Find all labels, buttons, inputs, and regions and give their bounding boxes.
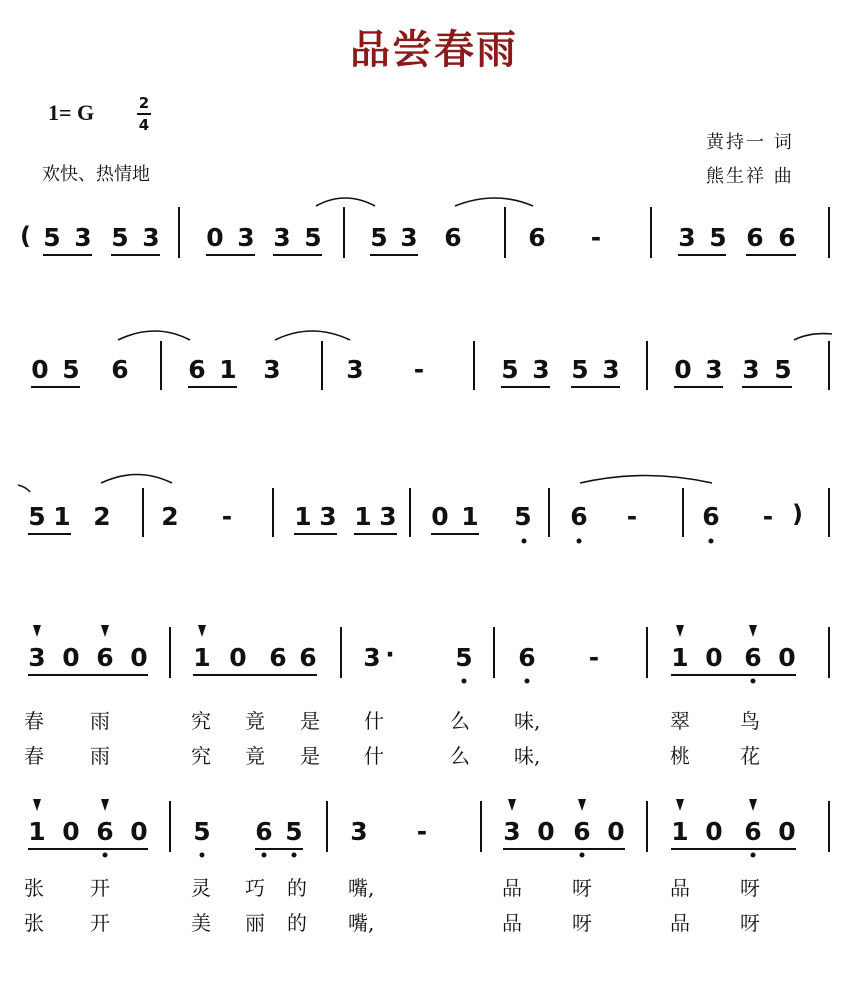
note: 3 xyxy=(28,643,46,672)
note-dash: - xyxy=(221,502,233,531)
dot-augmentation: · xyxy=(385,640,395,669)
lyric: 味, xyxy=(514,744,541,768)
composer-credit: 熊生祥 曲 xyxy=(706,166,794,187)
lyric: 嘴, xyxy=(348,911,375,935)
note: 5 xyxy=(514,502,532,531)
note: 3 xyxy=(346,355,364,384)
note: 0 xyxy=(431,502,449,531)
lyric: 呀 xyxy=(572,911,592,935)
lyric: 品 xyxy=(502,876,522,900)
lyric: 嘴, xyxy=(348,876,375,900)
note: 5 xyxy=(43,223,61,252)
note: 5 xyxy=(285,817,303,846)
open-parenthesis: ( xyxy=(20,222,31,250)
lyric: 品 xyxy=(670,911,690,935)
note: 5 xyxy=(111,223,129,252)
lyric: 桃 xyxy=(670,744,690,768)
lyric: 么 xyxy=(450,709,470,733)
lyric: 呀 xyxy=(740,876,760,900)
lyric: 花 xyxy=(740,744,760,768)
note: 6 xyxy=(528,223,546,252)
note: 1 xyxy=(193,643,211,672)
beams xyxy=(28,255,796,849)
note-dash: - xyxy=(626,502,638,531)
lyric: 巧 xyxy=(245,876,265,900)
note: 3 xyxy=(350,817,368,846)
time-signature-bottom: 4 xyxy=(138,116,150,134)
lyric: 春 xyxy=(24,709,44,733)
note: 1 xyxy=(671,817,689,846)
lyric: 品 xyxy=(502,911,522,935)
note: 3 xyxy=(319,502,337,531)
note: 3 xyxy=(74,223,92,252)
note: 5 xyxy=(370,223,388,252)
note: 6 xyxy=(702,502,720,531)
note: 3 xyxy=(263,355,281,384)
note: 1 xyxy=(671,643,689,672)
note: 3 xyxy=(503,817,521,846)
note: 0 xyxy=(607,817,625,846)
lyric: 究 xyxy=(191,709,211,733)
note: 6 xyxy=(188,355,206,384)
note: 1 xyxy=(354,502,372,531)
note: 1 xyxy=(219,355,237,384)
note: 2 xyxy=(161,502,179,531)
note: 6 xyxy=(444,223,462,252)
note: 2 xyxy=(93,502,111,531)
lyric: 丽 xyxy=(245,911,265,935)
lyric: 呀 xyxy=(572,876,592,900)
tempo-marking: 欢快、热情地 xyxy=(42,164,150,185)
lyric: 什 xyxy=(364,744,384,768)
note: 0 xyxy=(705,817,723,846)
note: 3 xyxy=(400,223,418,252)
note: 0 xyxy=(206,223,224,252)
note: 0 xyxy=(674,355,692,384)
time-signature-top: 2 xyxy=(138,94,150,112)
note: 6 xyxy=(744,817,762,846)
note: 5 xyxy=(501,355,519,384)
lyric: 春 xyxy=(24,744,44,768)
lyric: 是 xyxy=(300,709,320,733)
lyric: 雨 xyxy=(90,744,110,768)
note: 3 xyxy=(237,223,255,252)
octave-dots xyxy=(103,539,756,858)
note: 0 xyxy=(705,643,723,672)
note: 6 xyxy=(111,355,129,384)
lyric: 是 xyxy=(300,744,320,768)
note: 5 xyxy=(455,643,473,672)
lyric: 品 xyxy=(670,876,690,900)
note-dash: - xyxy=(416,817,428,846)
note: 3 xyxy=(363,643,381,672)
lyric: 翠 xyxy=(670,709,690,733)
note: 0 xyxy=(31,355,49,384)
note: 3 xyxy=(273,223,291,252)
note: 5 xyxy=(571,355,589,384)
lyric: 什 xyxy=(364,709,384,733)
note: 5 xyxy=(62,355,80,384)
lyric: 开 xyxy=(90,911,110,935)
lyric: 鸟 xyxy=(740,709,760,733)
note: 3 xyxy=(379,502,397,531)
slurs xyxy=(18,198,832,492)
note: 3 xyxy=(532,355,550,384)
barlines xyxy=(143,207,829,852)
accent-marks xyxy=(33,625,757,811)
note: 6 xyxy=(96,817,114,846)
lyric: 的 xyxy=(287,876,307,900)
lyric: 竟 xyxy=(245,709,265,733)
note: 0 xyxy=(130,817,148,846)
lyric: 张 xyxy=(24,911,44,935)
note: 0 xyxy=(778,817,796,846)
note: 3 xyxy=(678,223,696,252)
note: 3 xyxy=(602,355,620,384)
lyric: 开 xyxy=(90,876,110,900)
key-signature: 1= G xyxy=(48,100,95,125)
note: 3 xyxy=(705,355,723,384)
lyric: 么 xyxy=(450,744,470,768)
note: 1 xyxy=(461,502,479,531)
note: 5 xyxy=(28,502,46,531)
note-dash: - xyxy=(590,223,602,252)
note: 5 xyxy=(709,223,727,252)
note: 5 xyxy=(304,223,322,252)
lyric: 呀 xyxy=(740,911,760,935)
song-title: 品尝春雨 xyxy=(350,27,518,73)
note: 0 xyxy=(537,817,555,846)
note-dash: - xyxy=(413,355,425,384)
note: 6 xyxy=(744,643,762,672)
lyric: 美 xyxy=(191,911,211,935)
close-parenthesis: ) xyxy=(792,500,803,528)
note: 6 xyxy=(746,223,764,252)
note: 0 xyxy=(778,643,796,672)
note: 5 xyxy=(193,817,211,846)
note-dash: - xyxy=(762,502,774,531)
note: 0 xyxy=(130,643,148,672)
lyric: 雨 xyxy=(90,709,110,733)
note: 6 xyxy=(778,223,796,252)
note: 3 xyxy=(742,355,760,384)
note: 0 xyxy=(229,643,247,672)
note: 6 xyxy=(299,643,317,672)
lyricist-credit: 黄持一 词 xyxy=(706,132,794,153)
lyric: 的 xyxy=(287,911,307,935)
lyric: 竟 xyxy=(245,744,265,768)
note: 6 xyxy=(96,643,114,672)
note: 0 xyxy=(62,817,80,846)
note: 1 xyxy=(28,817,46,846)
note: 6 xyxy=(570,502,588,531)
note: 6 xyxy=(255,817,273,846)
note: 6 xyxy=(269,643,287,672)
note-dash: - xyxy=(588,643,600,672)
lyric: 味, xyxy=(514,709,541,733)
note: 5 xyxy=(774,355,792,384)
lyric: 张 xyxy=(24,876,44,900)
note: 1 xyxy=(294,502,312,531)
lyric: 灵 xyxy=(191,876,211,900)
note: 1 xyxy=(53,502,71,531)
note: 6 xyxy=(518,643,536,672)
lyric: 究 xyxy=(191,744,211,768)
note: 6 xyxy=(573,817,591,846)
note: 3 xyxy=(142,223,160,252)
note: 0 xyxy=(62,643,80,672)
